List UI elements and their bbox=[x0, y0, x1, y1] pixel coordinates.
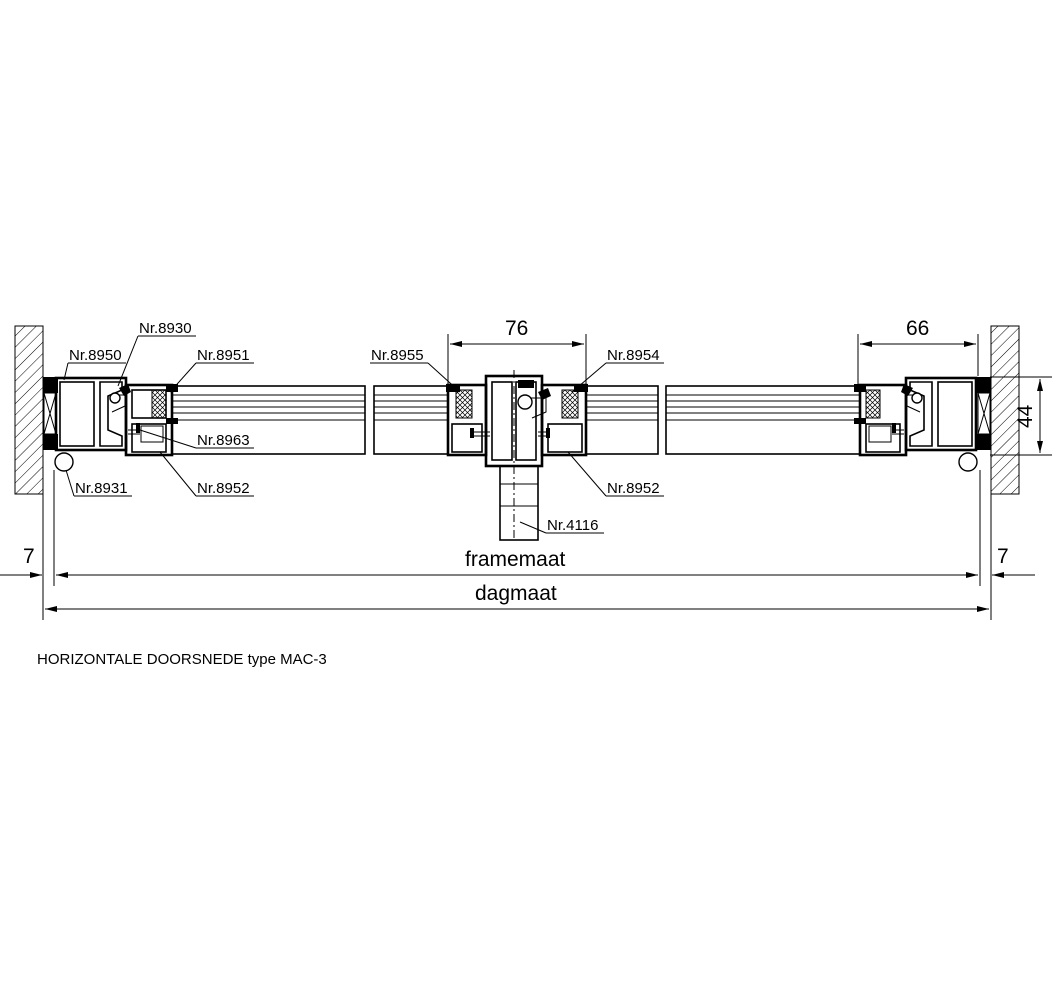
label-nr-8952-left: Nr.8952 bbox=[197, 480, 250, 497]
dim-right-gap: 7 bbox=[997, 545, 1009, 568]
left-frame-profile bbox=[43, 377, 131, 450]
right-sash-profile bbox=[854, 384, 906, 455]
label-nr-8954: Nr.8954 bbox=[607, 347, 660, 364]
dim-framemaat bbox=[0, 470, 1035, 586]
glass-panel-left-break bbox=[374, 386, 448, 454]
label-nr-4116: Nr.4116 bbox=[547, 517, 599, 534]
label-nr-8951: Nr.8951 bbox=[197, 347, 250, 364]
left-wall bbox=[15, 326, 43, 494]
glass-panel-center bbox=[586, 386, 658, 454]
dim-dagmaat-label: dagmaat bbox=[475, 582, 557, 605]
leader-lines bbox=[64, 336, 664, 533]
label-nr-8930: Nr.8930 bbox=[139, 320, 192, 337]
glass-panel-right bbox=[666, 386, 860, 454]
left-hinge-roller bbox=[55, 453, 73, 471]
label-nr-8955: Nr.8955 bbox=[371, 347, 424, 364]
dim-mullion-value: 76 bbox=[505, 317, 529, 340]
dim-frame bbox=[858, 317, 978, 384]
right-frame-profile bbox=[901, 377, 991, 450]
dim-framemaat-label: framemaat bbox=[465, 548, 566, 571]
center-post-profile bbox=[500, 466, 538, 540]
label-nr-8952-right: Nr.8952 bbox=[607, 480, 660, 497]
dim-left-gap: 7 bbox=[23, 545, 35, 568]
dim-frame-value: 66 bbox=[906, 317, 930, 340]
drawing-caption: HORIZONTALE DOORSNEDE type MAC-3 bbox=[37, 651, 327, 668]
dim-depth-value: 44 bbox=[1014, 404, 1037, 428]
label-nr-8963: Nr.8963 bbox=[197, 432, 250, 449]
label-nr-8950: Nr.8950 bbox=[69, 347, 122, 364]
left-sash-profile bbox=[126, 384, 178, 455]
dim-mullion bbox=[448, 317, 586, 384]
right-hinge-roller bbox=[959, 453, 977, 471]
center-left-sash bbox=[446, 384, 490, 455]
label-nr-8931: Nr.8931 bbox=[75, 480, 128, 497]
